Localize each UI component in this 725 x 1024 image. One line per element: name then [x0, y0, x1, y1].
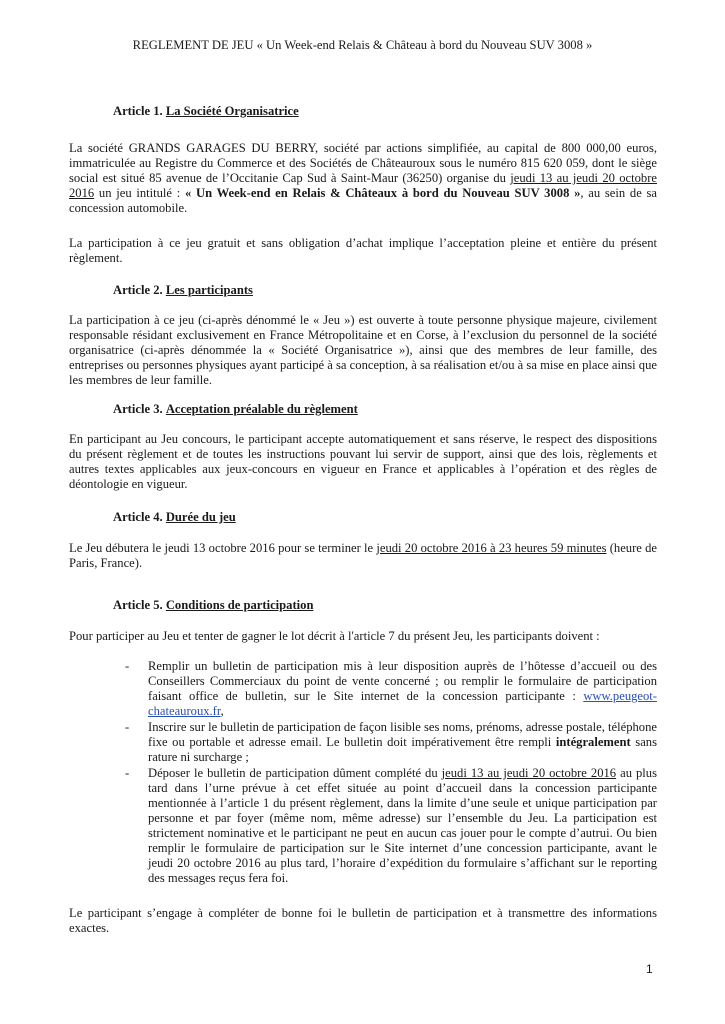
text-run: ,: [220, 704, 224, 718]
bullet-dash: -: [125, 659, 130, 673]
end-date-underlined: jeudi 20 octobre 2016 à 23 heures 59 minutes: [376, 541, 607, 555]
article-3-title: Acceptation préalable du règlement: [165, 402, 358, 416]
article-1-paragraph-1: [69, 141, 657, 216]
article-4-paragraph: [69, 541, 657, 571]
website-link[interactable]: www.peugeot-chateauroux.fr: [148, 689, 657, 718]
article-1-title: La Société Organisatrice: [165, 104, 299, 118]
article-3-paragraph: En participant au Jeu concours, le participant accepte automatiquement et sans réserve, le respect des dispositions du présent règlement et de toutes les instructions pouvant lui servir de support, ainsi que des lois, règlements et autres textes applicables aux jeux-concours en vigueur en France et applicables à l’opération et des règles de déontologie en vigueur.: [69, 432, 657, 491]
date-range-underlined: jeudi 13 au jeudi 20 octobre 2016: [69, 171, 657, 200]
emphasis-bold: intégralement: [555, 735, 631, 749]
article-5-closing: Le participant s’engage à compléter de bonne foi le bulletin de participation et à transmettre des informations exactes.: [69, 906, 657, 935]
text-run: Le Jeu débutera le jeudi 13 octobre 2016 pour se terminer le: [69, 541, 377, 555]
page-number: 1: [646, 962, 653, 976]
date-range-underlined: jeudi 13 au jeudi 20 octobre 2016: [441, 766, 617, 780]
page-header: REGLEMENT DE JEU « Un Week-end Relais & Château à bord du Nouveau SUV 3008 »: [132, 38, 593, 52]
list-item-1: [148, 659, 657, 719]
article-4-heading: [69, 510, 657, 525]
article-4-title: Durée du jeu: [165, 510, 236, 524]
article-2-number: Article 2.: [113, 283, 163, 297]
article-1-paragraph-2: La participation à ce jeu gratuit et sans obligation d’achat implique l’acceptation pleine et entière du présent règlement.: [69, 236, 657, 265]
text-run: , au sein de sa concession automobile.: [69, 186, 658, 215]
article-2-heading: [69, 283, 657, 298]
list-item-3: [148, 766, 657, 886]
article-2-title: Les participants: [165, 283, 253, 297]
text-run: La société GRANDS GARAGES DU BERRY, société par actions simplifiée, au capital de 800 000,00 euros, immatriculée au Registre du Commerce et des Sociétés de Châteauroux sous le numéro 815 620 059, dont le siège social est situé 85 avenue de l’Occitanie Cap Sud à Saint-Maur (36250) organise du: [69, 141, 657, 185]
article-5-heading: [69, 598, 657, 613]
article-1-number: Article 1.: [113, 104, 163, 118]
game-title-bold: « Un Week-end en Relais & Châteaux à bord du Nouveau SUV 3008 »: [184, 186, 581, 200]
article-1-heading: [69, 104, 657, 119]
text-run: Déposer le bulletin de participation dûment complété du: [148, 766, 442, 780]
article-5-title: Conditions de participation: [165, 598, 314, 612]
bullet-dash: -: [125, 720, 130, 734]
article-5-intro: Pour participer au Jeu et tenter de gagner le lot décrit à l'article 7 du présent Jeu, les participants doivent :: [69, 629, 600, 643]
article-3-heading: [69, 402, 657, 417]
text-run: un jeu intitulé :: [94, 186, 185, 200]
text-run: (heure de Paris, France).: [69, 541, 657, 570]
text-run: Remplir un bulletin de participation mis à leur disposition auprès de l’hôtesse d’accueil ou des Conseillers Commerciaux du point de vente concerné ; ou remplir le formulaire de participation faisant office de bulletin, sur le Site internet de la concession participante :: [148, 659, 657, 703]
text-run: au plus tard dans l’urne prévue à cet effet située au point d’accueil dans la concession participante mentionnée à l’article 1 du présent règlement, dans la limite d’une seule et unique participation par personne et par foyer (même nom, même adresse) sur l’ensemble du Jeu. La participation est strictement nominative et le participant ne peut en aucun cas jouer pour le compte d’autrui. Ou bien remplir le formulaire de participation sur le Site internet d’une concession participante, avant le jeudi 20 octobre 2016 au plus tard, l’horaire d’expédition du formulaire s’affichant sur le reporting des messages reçus fera foi.: [148, 766, 657, 885]
text-run: Inscrire sur le bulletin de participation de façon lisible ses noms, prénoms, adresse postale, téléphone fixe ou portable et adresse email. Le bulletin doit impérativement être rempli: [148, 720, 657, 749]
list-item-2: [148, 720, 657, 765]
article-4-number: Article 4.: [113, 510, 163, 524]
article-5-number: Article 5.: [113, 598, 163, 612]
article-2-paragraph: La participation à ce jeu (ci-après dénommé le « Jeu ») est ouverte à toute personne physique majeure, civilement responsable résidant exclusivement en France Métropolitaine et en Corse, à l’exclusion du personnel de la société organisatrice (ci-après dénommée la « Société Organisatrice »), ainsi que des membres de leur famille, des entreprises ou personnes physiques ayant participé à sa conception, à sa réalisation et/ou à sa mise en place ainsi que les membres de leur famille.: [69, 313, 657, 387]
text-run: sans rature ni surcharge ;: [148, 735, 657, 764]
article-3-number: Article 3.: [113, 402, 163, 416]
bullet-dash: -: [125, 766, 130, 780]
